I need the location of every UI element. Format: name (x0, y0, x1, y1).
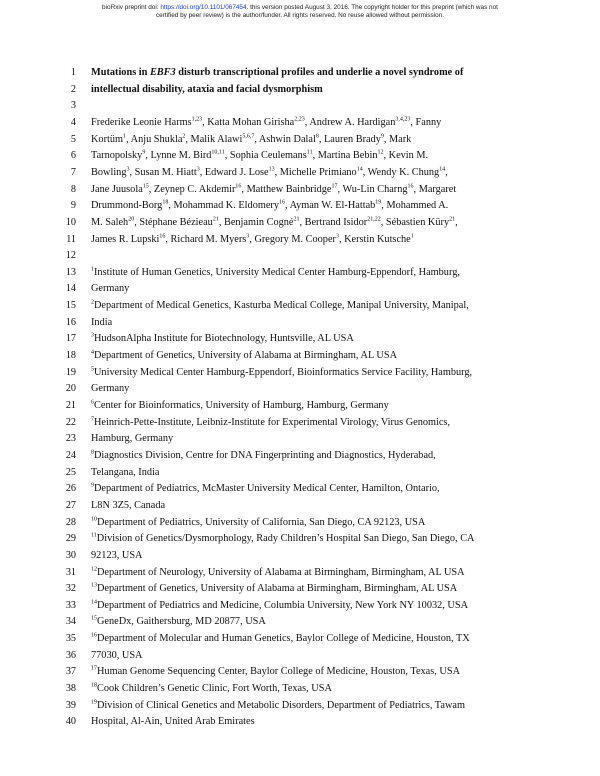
text-line (0, 66, 600, 80)
line-number: 2 (70, 83, 76, 95)
affiliation-line (91, 482, 440, 496)
affiliation-number: 12 (91, 566, 97, 573)
affiliation-marker: 21 (449, 216, 456, 223)
affiliation-number: 16 (91, 632, 97, 639)
text-line (0, 599, 600, 613)
affiliation-line (91, 299, 469, 313)
affiliation-text: Department of Medical Genetics, Kasturba Medical College, Manipal University, Manipal, (94, 300, 469, 312)
line-number: 23 (65, 433, 76, 445)
affiliation-line (91, 699, 465, 713)
affiliation-number: 2 (91, 299, 94, 306)
affiliation-marker: 2,23 (294, 116, 305, 123)
affiliation-text: GeneDx, Gaithersburg, MD 20877, USA (97, 616, 266, 628)
author-name: , Kerstin Kutsche (338, 233, 411, 245)
affiliation-line (91, 682, 332, 696)
affiliation-line (91, 566, 465, 580)
affiliation-marker: 21 (293, 216, 300, 223)
line-number: 31 (65, 566, 76, 578)
affiliation-marker: 13 (268, 166, 275, 173)
affiliation-text: Diagnostics Division, Centre for DNA Fingerprinting and Diagnostics, Hyderabad, (94, 449, 436, 461)
author-name: Tarnopolsky (91, 150, 143, 162)
affiliation-line (91, 382, 129, 396)
author-name: , Ashwin Dalal (254, 133, 316, 145)
line-number: 7 (70, 166, 76, 178)
affiliation-line (91, 432, 173, 446)
author-name: , Fanny (410, 116, 442, 128)
author-name: , Lauren Brady (318, 133, 381, 145)
affiliation-marker: 5,6,7 (242, 133, 255, 140)
author-name: , Mohammed A. (381, 200, 449, 212)
line-number: 4 (70, 116, 76, 128)
text-line (0, 349, 600, 363)
affiliation-marker: 3 (246, 233, 250, 240)
affiliation-number: 17 (91, 665, 97, 672)
affiliation-text: University Medical Center Hamburg-Eppendorf, Bioinformatics Service Facility, Hamburg, (94, 366, 473, 378)
text-line (0, 332, 600, 346)
author-name: , Zeynep C. Akdemir (148, 183, 236, 195)
author-name: , Gregory M. Cooper (249, 233, 336, 245)
banner-line-1: bioRxiv preprint doi: https://doi.org/10.1101/067454. this version posted August 3, 2016. The copyright holder for this preprint (which was not (102, 4, 498, 11)
author-line (91, 149, 428, 163)
title-line-2: intellectual disability, ataxia and facial dysmorphism (91, 83, 323, 95)
affiliation-text: Cook Children’s Genetic Clinic, Fort Worth, Texas, USA (97, 683, 332, 695)
author-name: , Anju Shukla (126, 133, 183, 145)
text-line (0, 199, 600, 213)
affiliation-line (91, 599, 468, 613)
text-line (0, 715, 600, 729)
text-line (0, 216, 600, 230)
affiliation-marker: 16 (407, 183, 414, 190)
line-number: 36 (65, 649, 76, 661)
author-line (91, 166, 448, 180)
affiliation-line (91, 366, 472, 380)
affiliation-marker: 12 (377, 149, 384, 156)
affiliation-text: Division of Clinical Genetics and Metabolic Disorders, Department of Pediatrics, Tawam (97, 699, 465, 711)
line-number: 21 (65, 400, 76, 411)
affiliation-line (91, 266, 460, 280)
text-line (0, 416, 600, 430)
line-number: 33 (65, 599, 76, 611)
line-number: 27 (65, 499, 76, 511)
affiliation-text: Heinrich-Pette-Institute, Leibniz-Institute for Experimental Virology, Virus Genomics, (94, 416, 451, 428)
affiliation-line (91, 665, 460, 679)
text-line (0, 665, 600, 679)
author-line (91, 233, 414, 247)
affiliation-number: 7 (91, 416, 94, 423)
affiliation-line (91, 632, 470, 646)
affiliation-text: 77030, USA (91, 649, 143, 661)
text-line (0, 282, 600, 296)
line-number: 38 (65, 683, 76, 695)
affiliation-line (91, 532, 475, 546)
affiliation-text: Department of Genetics, University of Alabama at Birmingham, AL USA (94, 350, 398, 362)
author-name: , Stéphane Bézieau (134, 216, 213, 228)
affiliation-text: Department of Pediatrics, University of California, San Diego, CA 92123, USA (97, 516, 426, 528)
affiliation-line (91, 282, 129, 296)
affiliation-number: 1 (91, 266, 94, 273)
affiliation-text: Department of Genetics, University of Alabama at Birmingham, Birmingham, AL USA (97, 583, 458, 595)
text-line (0, 399, 600, 413)
author-name: , Sophia Ceulemans (224, 150, 307, 162)
line-number: 17 (65, 333, 76, 345)
author-name: , Benjamin Cogné (218, 216, 294, 228)
text-line (0, 266, 600, 280)
author-name: , Margaret (413, 183, 457, 195)
author-name: , Michelle Primiano (274, 166, 357, 178)
affiliation-marker: 3 (126, 166, 130, 173)
affiliation-marker: 21 (212, 216, 219, 223)
line-number: 16 (65, 316, 76, 328)
text-line (0, 432, 600, 446)
affiliation-text: Germany (91, 383, 130, 395)
affiliation-number: 3 (91, 332, 94, 339)
author-line (91, 133, 411, 147)
author-name: Frederike Leonie Harms (91, 116, 192, 128)
affiliation-marker: 1 (123, 133, 127, 140)
line-number: 10 (65, 216, 76, 228)
line-number: 35 (65, 633, 76, 645)
text-line (0, 516, 600, 530)
affiliation-number: 4 (91, 349, 94, 356)
line-number: 20 (65, 383, 76, 395)
affiliation-text: HudsonAlpha Institute for Biotechnology, Huntsville, AL USA (94, 333, 354, 345)
affiliation-marker: 1 (410, 233, 414, 240)
text-line (0, 116, 600, 130)
text-line (0, 83, 600, 97)
author-name: , (445, 166, 448, 178)
gene-name: EBF3 (149, 67, 176, 78)
affiliation-line (91, 582, 457, 596)
affiliation-line (91, 649, 143, 663)
preprint-banner (0, 4, 600, 20)
affiliation-line (91, 416, 450, 430)
text-line (0, 316, 600, 330)
line-number: 37 (65, 666, 76, 678)
affiliation-marker: 20 (128, 216, 135, 223)
author-name: , Bertrand Isidor (299, 216, 368, 228)
line-number: 6 (70, 150, 76, 162)
affiliation-number: 5 (91, 366, 94, 373)
affiliation-marker: 11 (306, 149, 313, 156)
affiliation-text: Hamburg, Germany (91, 433, 174, 445)
author-name: , Susan M. Hiatt (129, 166, 197, 178)
affiliation-number: 18 (91, 682, 97, 689)
affiliation-text: Department of Pediatrics, McMaster University Medical Center, Hamilton, Ontario, (94, 483, 440, 495)
author-name: , Lynne M. Bird (145, 150, 212, 162)
line-number: 5 (70, 133, 76, 145)
line-number: 28 (65, 516, 76, 528)
affiliation-marker: 3 (335, 233, 339, 240)
affiliation-text: Department of Molecular and Human Genetics, Baylor College of Medicine, Houston, TX (97, 633, 470, 645)
text-line (0, 133, 600, 147)
affiliation-marker: 18 (162, 199, 169, 206)
affiliation-number: 13 (91, 582, 97, 589)
text-line (0, 499, 600, 513)
affiliation-marker: 9 (142, 149, 146, 156)
line-number: 11 (66, 233, 76, 245)
affiliation-number: 9 (91, 482, 94, 489)
affiliation-number: 15 (91, 616, 97, 623)
line-number: 39 (65, 699, 76, 711)
affiliation-number: 14 (91, 599, 97, 606)
author-name: Jane Juusola (91, 183, 143, 195)
line-number: 26 (65, 483, 76, 495)
text-line (0, 582, 600, 596)
author-name: , Mohammad K. Eldomery (168, 200, 279, 212)
line-number: 24 (65, 449, 76, 461)
line-number: 18 (65, 350, 76, 362)
line-number: 29 (65, 533, 76, 545)
author-name: , Sébastien Küry (380, 216, 450, 228)
line-number: 15 (65, 300, 76, 312)
text-line (0, 632, 600, 646)
text-line (0, 699, 600, 713)
text-line (0, 183, 600, 197)
affiliation-marker: 16 (235, 183, 242, 190)
text-line (0, 299, 600, 313)
affiliation-line (91, 715, 255, 729)
author-name: , Richard M. Myers (165, 233, 247, 245)
author-name: , Matthew Bainbridge (241, 183, 332, 195)
text-line (0, 149, 600, 163)
text-line (0, 682, 600, 696)
affiliation-line (91, 332, 354, 346)
author-name: , Wu-Lin Charng (337, 183, 408, 195)
text-line (0, 99, 600, 113)
author-name: , Martina Bebin (312, 150, 378, 162)
line-number: 8 (70, 183, 76, 195)
text-line (0, 382, 600, 396)
affiliation-text: Human Genome Sequencing Center, Baylor College of Medicine, Houston, Texas, USA (97, 666, 460, 678)
author-name: , Edward J. Lose (199, 166, 269, 178)
affiliation-text: Institute of Human Genetics, University Medical Center Hamburg-Eppendorf, Hamburg, (94, 266, 460, 278)
author-name: , Mark (383, 133, 412, 145)
author-name: , (455, 216, 458, 228)
author-name: , Katta Mohan Girisha (202, 116, 295, 128)
author-line (91, 183, 456, 197)
line-number: 13 (65, 266, 76, 278)
affiliation-marker: 1,23 (191, 116, 203, 123)
text-line (0, 532, 600, 546)
line-number: 12 (65, 250, 76, 262)
affiliation-line (91, 449, 436, 463)
affiliation-line (91, 466, 159, 480)
affiliation-marker: 8 (315, 133, 319, 140)
title-line-1: Mutations in EBF3 disturb transcriptional profiles and underlie a novel syndrome of (91, 67, 464, 78)
doi-link[interactable]: https://doi.org/10.1101/067454 (160, 4, 247, 11)
affiliation-number: 11 (91, 532, 97, 539)
line-number: 9 (70, 200, 76, 212)
affiliation-marker: 2 (182, 133, 186, 140)
affiliation-marker: 15 (142, 183, 149, 190)
affiliation-marker: 9 (380, 133, 384, 140)
affiliation-text: Department of Neurology, University of Alabama at Birmingham, Birmingham, AL USA (97, 566, 465, 578)
affiliation-marker: 14 (439, 166, 446, 173)
affiliation-line (91, 399, 389, 413)
affiliation-text: Telangana, India (91, 466, 160, 478)
line-number: 40 (65, 716, 76, 728)
text-line (0, 449, 600, 463)
author-name: M. Saleh (91, 216, 129, 228)
affiliation-line (91, 499, 165, 513)
text-line (0, 482, 600, 496)
author-line (91, 216, 458, 230)
affiliation-text: Hospital, Al-Ain, United Arab Emirates (91, 716, 255, 728)
affiliation-text: Center for Bioinformatics, University of Hamburg, Hamburg, Germany (94, 400, 389, 411)
affiliation-marker: 16 (279, 199, 285, 206)
author-name: , Wendy K. Chung (362, 166, 440, 178)
affiliation-text: Germany (91, 283, 130, 295)
affiliation-line (91, 316, 112, 330)
affiliation-marker: 14 (356, 166, 363, 173)
line-number: 32 (65, 583, 76, 595)
line-number: 3 (70, 100, 76, 112)
text-line (0, 466, 600, 480)
author-name: Kortüm (91, 133, 124, 145)
line-number: 34 (65, 616, 76, 628)
author-name: James R. Lupski (91, 233, 160, 245)
affiliation-text: Department of Pediatrics and Medicine, Columbia University, New York NY 10032, USA (97, 599, 469, 611)
affiliation-marker: 19 (375, 199, 382, 206)
affiliation-text: India (91, 316, 113, 328)
affiliation-line (91, 349, 397, 363)
affiliation-line (91, 615, 266, 629)
affiliation-number: 6 (91, 399, 94, 406)
line-number: 19 (65, 366, 76, 378)
banner-line-2: certified by peer review) is the author/funder. All rights reserved. No reuse allowed without permission. (155, 12, 445, 20)
author-name: Bowling (91, 166, 127, 178)
line-number: 25 (65, 466, 76, 478)
affiliation-text: Division of Genetics/Dysmorphology, Rady Children’s Hospital San Diego, San Diego, CA (96, 533, 475, 545)
author-line (91, 116, 441, 130)
affiliation-marker: 21,22 (367, 216, 381, 223)
affiliation-text: 92123, USA (91, 549, 143, 561)
text-line (0, 566, 600, 580)
affiliation-marker: 10,11 (211, 149, 225, 156)
affiliation-line (91, 549, 143, 563)
text-line (0, 166, 600, 180)
affiliation-number: 8 (91, 449, 94, 456)
author-name: , Kevin M. (383, 150, 429, 162)
affiliation-line (91, 516, 425, 530)
text-line (0, 549, 600, 563)
text-line (0, 233, 600, 247)
line-number: 30 (65, 549, 76, 561)
affiliation-number: 19 (91, 699, 97, 706)
line-number: 1 (70, 67, 76, 78)
affiliation-text: L8N 3Z5, Canada (91, 499, 166, 511)
affiliation-marker: 17 (331, 183, 338, 190)
author-name: Drummond-Borg (91, 200, 163, 212)
affiliation-number: 10 (91, 516, 97, 523)
line-number: 22 (65, 416, 76, 428)
text-line (0, 649, 600, 663)
author-name: , Malik Alawi (185, 133, 243, 145)
line-number: 14 (65, 283, 76, 295)
author-name: , Andrew A. Hardigan (304, 116, 396, 128)
author-name: , Ayman W. El-Hattab (285, 200, 376, 212)
affiliation-marker: 3 (196, 166, 200, 173)
author-line (91, 199, 448, 213)
text-line (0, 615, 600, 629)
text-line (0, 249, 600, 263)
affiliation-marker: 16 (159, 233, 166, 240)
text-line (0, 366, 600, 380)
affiliation-marker: 3,4,23 (395, 116, 411, 123)
